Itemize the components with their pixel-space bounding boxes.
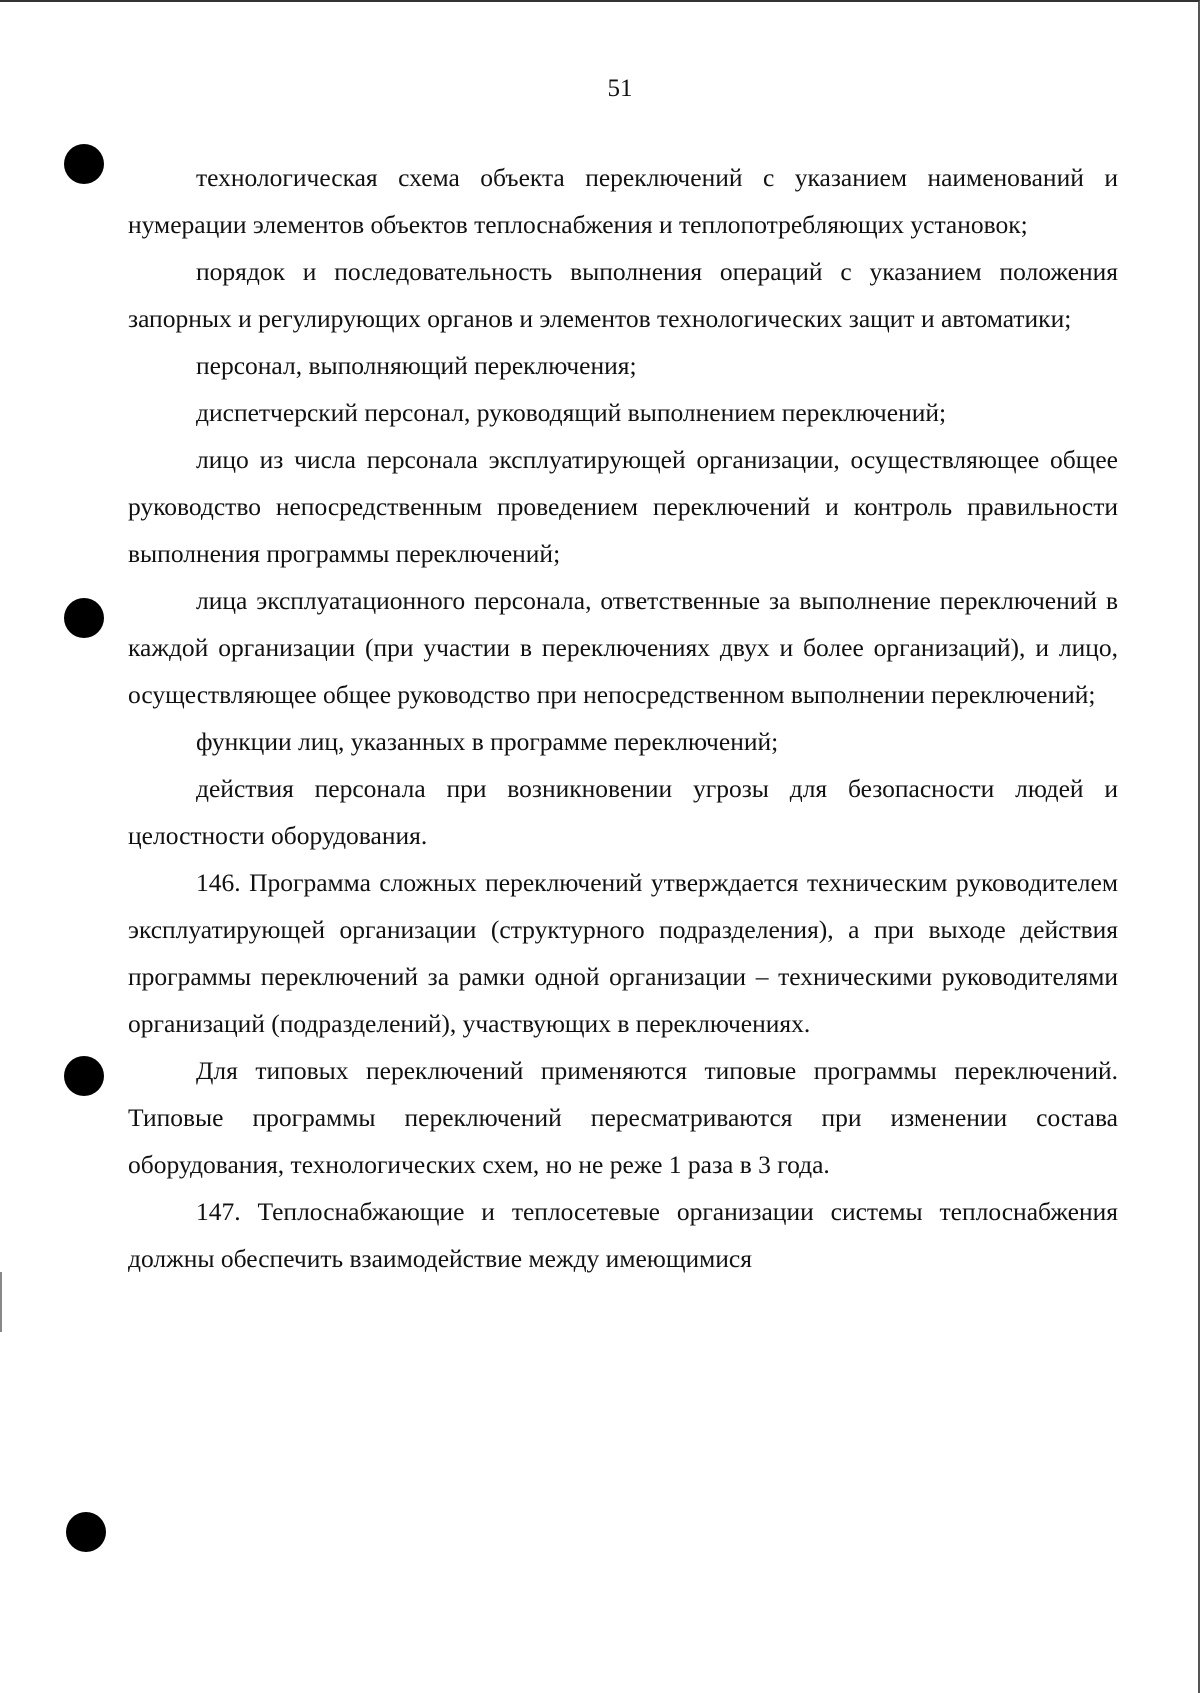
paragraph: порядок и последовательность выполнения операций с указанием положения запорных и регулирующих органов и элементов технологических защит и автоматики; <box>128 257 1118 333</box>
punch-hole-mark <box>64 598 104 638</box>
punch-hole-mark <box>66 1512 106 1552</box>
paragraph: технологическая схема объекта переключений с указанием наименований и нумерации элементов объектов теплоснабжения и теплопотребляющих установок; <box>128 163 1118 239</box>
page-number: 51 <box>607 75 633 102</box>
paragraph: действия персонала при возникновении угрозы для безопасности людей и целостности оборудования. <box>128 774 1118 850</box>
paragraph-section-147: 147. Теплоснабжающие и теплосетевые организации системы теплоснабжения должны обеспечить взаимодействие между имеющимися <box>128 1197 1118 1273</box>
paragraph-section-146: 146. Программа сложных переключений утверждается техническим руководителем эксплуатирующей организации (структурного подразделения), а при выходе действия программы переключений за рамки одной организации – техническими руководителями организаций (подразделений), участвующих в переключениях. <box>128 868 1118 1038</box>
paragraph: лица эксплуатационного персонала, ответственные за выполнение переключений в каждой организации (при участии в переключениях двух и более организаций), и лицо, осуществляющее общее руководство при непосредственном выполнении переключений; <box>128 586 1118 709</box>
punch-hole-mark <box>64 144 104 184</box>
body-text <box>128 154 1118 1282</box>
paragraph: функции лиц, указанных в программе переключений; <box>196 727 779 756</box>
punch-hole-mark <box>64 1056 104 1096</box>
paragraph: персонал, выполняющий переключения; <box>196 351 637 380</box>
paragraph: лицо из числа персонала эксплуатирующей организации, осуществляющее общее руководство непосредственным проведением переключений и контроль правильности выполнения программы переключений; <box>128 445 1118 568</box>
paragraph: Для типовых переключений применяются типовые программы переключений. Типовые программы переключений пересматриваются при изменении состава оборудования, технологических схем, но не реже 1 раза в 3 года. <box>128 1056 1118 1179</box>
scan-edge-mark <box>0 1272 2 1332</box>
paragraph: диспетчерский персонал, руководящий выполнением переключений; <box>196 398 947 427</box>
